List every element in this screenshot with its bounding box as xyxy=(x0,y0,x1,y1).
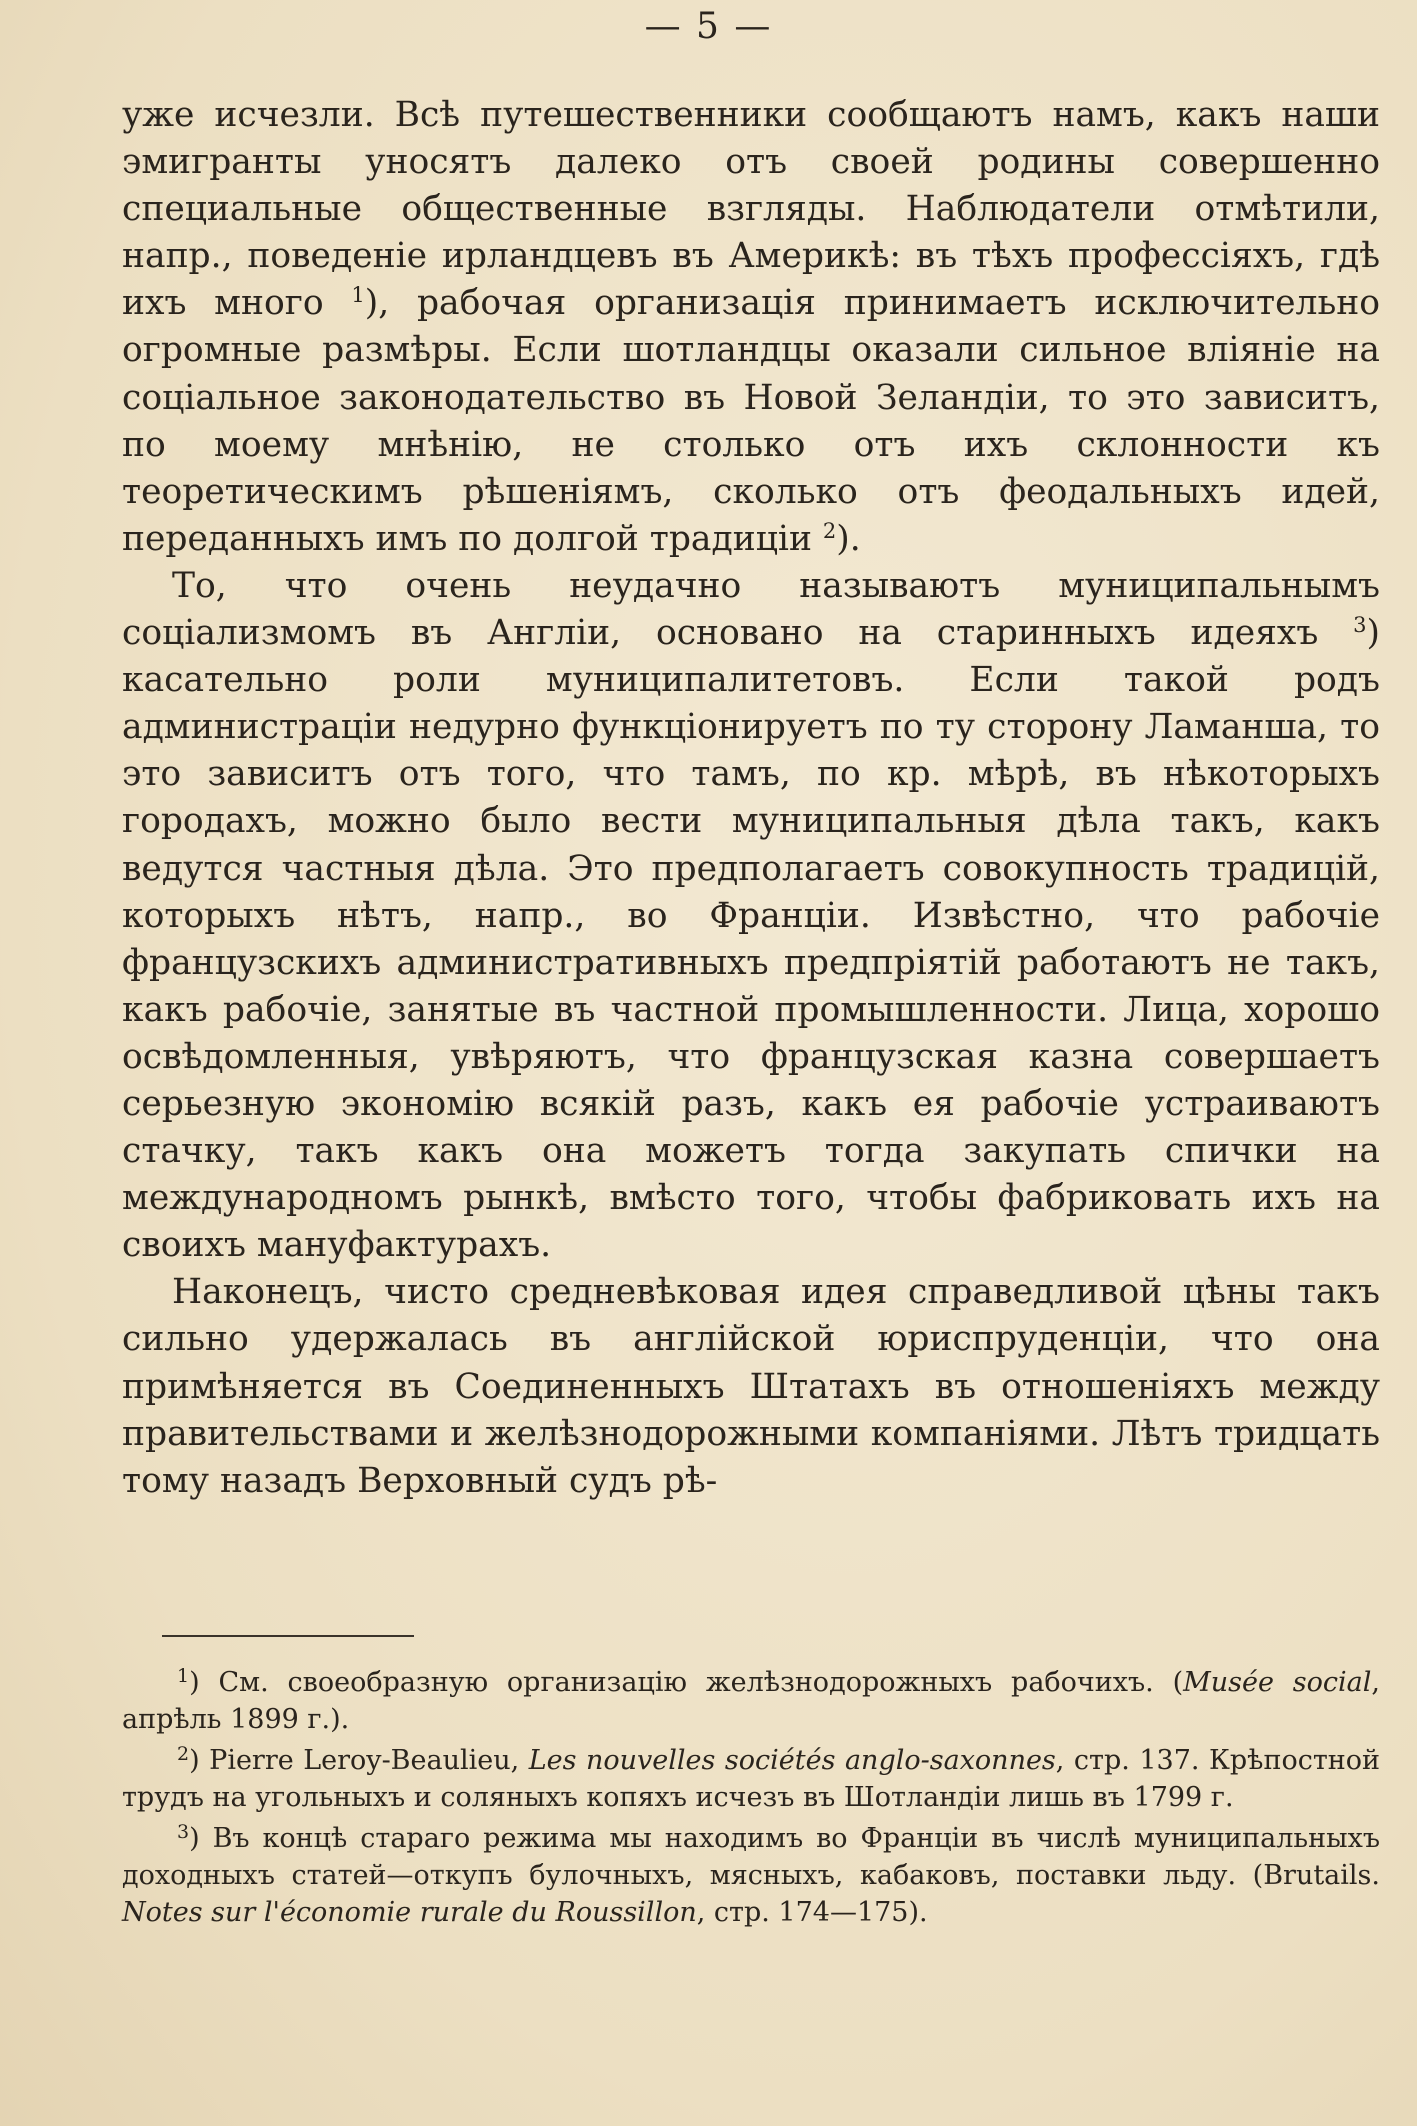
text-run: Наконецъ, чисто средневѣковая идея справедливой цѣны такъ сильно удержалась въ англійской юриспруденціи, что она примѣняется въ Соединенныхъ Штатахъ въ отношеніяхъ между правительствами и желѣзнодорожными компаніями. Лѣтъ тридцать тому назадъ Верховный судъ рѣ- xyxy=(122,1272,1380,1501)
text-run: , апрѣль 1899 г.). xyxy=(122,1667,1380,1735)
text-run: ). xyxy=(836,518,861,559)
paragraph xyxy=(122,563,1380,1269)
footnote-marker: 2 xyxy=(822,518,837,543)
footnote xyxy=(122,1664,1380,1738)
text-run: ) касательно роли муниципалитетовъ. Если такой родъ администраціи недурно функціонируетъ по ту сторону Ламанша, то это зависитъ отъ того, что тамъ, по кр. мѣрѣ, въ нѣкоторыхъ городахъ, можно было вести муниципальныя дѣла такъ, какъ ведутся частныя дѣла. Это предполагаетъ совокупность традицій, которыхъ нѣтъ, напр., во Франціи. Извѣстно, что рабочіе французскихъ административныхъ предпріятій работаютъ не такъ, какъ рабочіе, занятые въ частной промышленности. Лица, хорошо освѣдомленныя, увѣряютъ, что французская казна совершаетъ серьезную экономію всякій разъ, какъ ея рабочіе устраиваютъ стачку, такъ какъ она можетъ тогда закупать спички на международномъ рынкѣ, вмѣсто того, чтобы фабриковать ихъ на своихъ мануфактурахъ. xyxy=(122,613,1380,1266)
text-run: ), рабочая организація принимаетъ исключительно огромные размѣры. Если шотландцы оказали сильное вліяніе на соціальное законодательство въ Новой Зеландіи, то это зависитъ, по моему мнѣнію, не столько отъ ихъ склонности къ теоретическимъ рѣшеніямъ, сколько отъ феодальныхъ идей, переданныхъ имъ по долгой традиціи xyxy=(122,283,1380,559)
main-text xyxy=(122,92,1380,1505)
footnote-marker: 1 xyxy=(177,1665,190,1687)
footnote-marker: 3 xyxy=(1353,613,1367,638)
footnote xyxy=(122,1742,1380,1816)
italic-title: Les nouvelles sociétés anglo-saxonnes xyxy=(528,1745,1056,1776)
text-run: уже исчезли. Всѣ путешественники сообщаютъ намъ, какъ наши эмигранты уносятъ далеко отъ своей родины совершенно специальные общественные взгляды. Наблюдатели отмѣтили, напр., поведеніе ирландцевъ въ Америкѣ: въ тѣхъ профессіяхъ, гдѣ ихъ много xyxy=(122,95,1380,324)
footnote-marker: 1 xyxy=(351,283,365,308)
text-run: ) Pierre Leroy-Beaulieu, xyxy=(189,1745,529,1776)
text-run: ) Въ концѣ стараго режима мы находимъ во Франціи въ числѣ муниципальныхъ доходныхъ статей—откупъ булочныхъ, мясныхъ, кабаковъ, поставки льду. (Brutails. xyxy=(122,1823,1380,1891)
footnote xyxy=(122,1820,1380,1931)
text-run: , стр. 137. Крѣпостной трудъ на угольныхъ и соляныхъ копяхъ исчезъ въ Шотландіи лишь въ 1799 г. xyxy=(122,1745,1380,1813)
footnote-marker: 2 xyxy=(177,1743,190,1765)
text-run: ) См. своеобразную организацію желѣзнодорожныхъ рабочихъ. ( xyxy=(189,1667,1184,1698)
text-run: То, что очень неудачно называютъ муниципальнымъ соціализмомъ въ Англіи, основано на старинныхъ идеяхъ xyxy=(122,565,1380,654)
page-number: — 5 — xyxy=(644,6,773,47)
footnotes xyxy=(122,1664,1380,1935)
text-run: , стр. 174—175). xyxy=(696,1897,928,1928)
italic-title: Musée social xyxy=(1183,1667,1372,1698)
footnote-marker: 3 xyxy=(177,1821,190,1843)
paragraph xyxy=(122,92,1380,563)
footnote-divider xyxy=(162,1635,414,1637)
italic-title: Notes sur l'économie rurale du Roussillon xyxy=(122,1897,697,1928)
paragraph xyxy=(122,1269,1380,1504)
